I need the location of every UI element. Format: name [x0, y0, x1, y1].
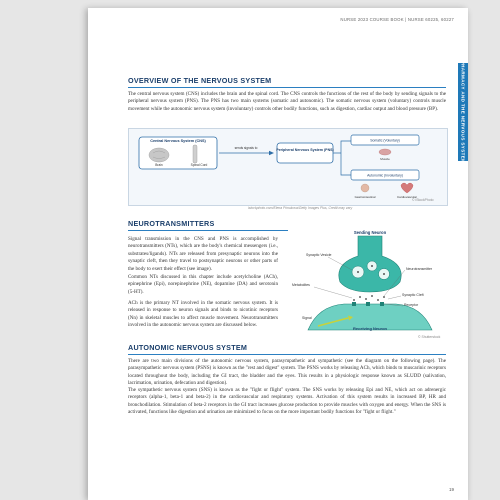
page-number: 19: [448, 487, 454, 492]
vesicle-label: Synaptic Vesicle: [306, 253, 332, 257]
somatic-label: Somatic (Voluntary): [370, 138, 400, 143]
diagram-caption: istockphoto.com/Elena Pimukova/Getty Images Plus, Credit may vary: [248, 206, 353, 210]
nervous-system-diagram: [128, 128, 448, 206]
signal-label: Signal: [302, 316, 312, 320]
pns-box: [277, 143, 333, 163]
autonomic-paragraph-1: There are two main divisions of the autonomic nervous system, parasympathetic and sympathetic (see the diagram on the following page). The parasympathetic nervous system (PSNS) is known as the "rest and digest" system. The PSNS works by releasing ACh, which binds to muscarinic receptors located throughout the body, including the GI tract, the bladder and the eyes. This results in a physiologic response known as SLUDD (salivation, lacrimation, urination, defecation and digestion).: [128, 358, 446, 387]
autonomic-label: Autonomic (Involuntary): [367, 173, 403, 178]
receptor-label: Receptor: [404, 303, 419, 307]
sending-neuron-label: Sending Neuron: [353, 230, 387, 235]
nt-paragraph-2: Common NTs discussed in this chapter include acetylcholine (ACh), epinephrine (Epi), norepinephrine (NE), dopamine (DA) and serotonin (5-HT).: [128, 274, 278, 295]
nt-paragraph-3: ACh is the primary NT involved in the somatic nervous system. It is released in response to neuron signals and binds to nicotinic receptors (Nn) in skeletal muscles to affect muscle movement. Neurotransmitters involved in the autonomic nervous system are discussed below.: [128, 300, 278, 329]
diagram-credit: © iStockPhoto: [412, 198, 434, 202]
neuron-credit: © Shutterstock: [418, 335, 441, 339]
brain-label: Brain: [155, 163, 163, 167]
cleft-label: Synaptic Cleft: [402, 293, 424, 297]
metabolites-label: Metabolites: [292, 283, 310, 287]
gi-icon: [361, 184, 369, 192]
nervous-system-diagram-svg: [129, 129, 447, 205]
gi-label: Gastrointestinal: [354, 195, 376, 199]
running-head: NURSE 2023 COURSE BOOK | NURSE 60225, 60227: [340, 17, 454, 22]
spinal-cord-icon: [193, 145, 197, 163]
neurotransmitter-label: Neurotransmitter: [406, 267, 433, 271]
section-title-overview: OVERVIEW OF THE NERVOUS SYSTEM: [128, 76, 446, 88]
overview-paragraph: The central nervous system (CNS) includes the brain and the spinal cord. The CNS controls the functions of the rest of the body by sending signals to the peripheral nervous system (PNS). The PNS has two main systems (somatic and autonomic). The somatic nervous system (voluntary) controls muscle movement while the autonomic nervous system (involuntary) controls other bodily functions, such as digestion, cardiac output and blood pressure (BP).: [128, 91, 446, 112]
brain-icon: [149, 148, 169, 162]
section-title-autonomic: AUTONOMIC NERVOUS SYSTEM: [128, 343, 446, 355]
pns-label: Peripheral Nervous System (PNS): [276, 148, 334, 152]
synapse-illustration: [288, 226, 446, 334]
cardio-label: Cardiovascular: [396, 195, 418, 199]
nt-paragraph-1: Signal transmission in the CNS and PNS is accomplished by neurotransmitters (NTs), which are the body's chemical messengers (i.e., substrates/ligands). NTs are released from presynaptic neurons into the synaptic cleft, then they travel to postsynaptic neurons or other parts of the body to exert their effect (see image).: [128, 236, 278, 272]
signal-arrow-head: [269, 151, 274, 155]
spinal-cord-label: Spinal Cord: [190, 163, 208, 167]
chapter-side-tab: [458, 60, 468, 164]
synapse-svg: [288, 226, 446, 334]
autonomic-paragraph-2: The sympathetic nervous system (SNS) is known as the "fight or flight" system. The SNS works by releasing Epi and NE, which act on adrenergic receptors (alpha-1, beta-1 and beta-2) in the cardiovascular and respiratory systems. Activation of this system results in increased BP, HR and bronchodilation. Stimulation of beta-2 receptors in the GI tract increases glucose production to provide muscles with oxygen and energy. When the SNS is activated, functions like digestion and urination are minimized to focus on the more important bodily functions for "fight or flight.": [128, 387, 446, 416]
receiving-neuron-label: Receiving Neuron: [352, 326, 388, 331]
document-page: [88, 8, 468, 500]
muscle-icon: [379, 149, 391, 155]
branch-lines: [333, 141, 351, 175]
side-tab-label: PHARMACY AND THE NERVOUS SYSTEM: [460, 60, 466, 164]
cns-label: Central Nervous System (CNS): [150, 139, 206, 143]
section-title-neurotransmitters: NEUROTRANSMITTERS: [128, 219, 446, 231]
heart-icon: [401, 183, 413, 193]
arrow-label: sends signals to: [234, 146, 258, 150]
muscle-label: Muscle: [380, 157, 390, 161]
